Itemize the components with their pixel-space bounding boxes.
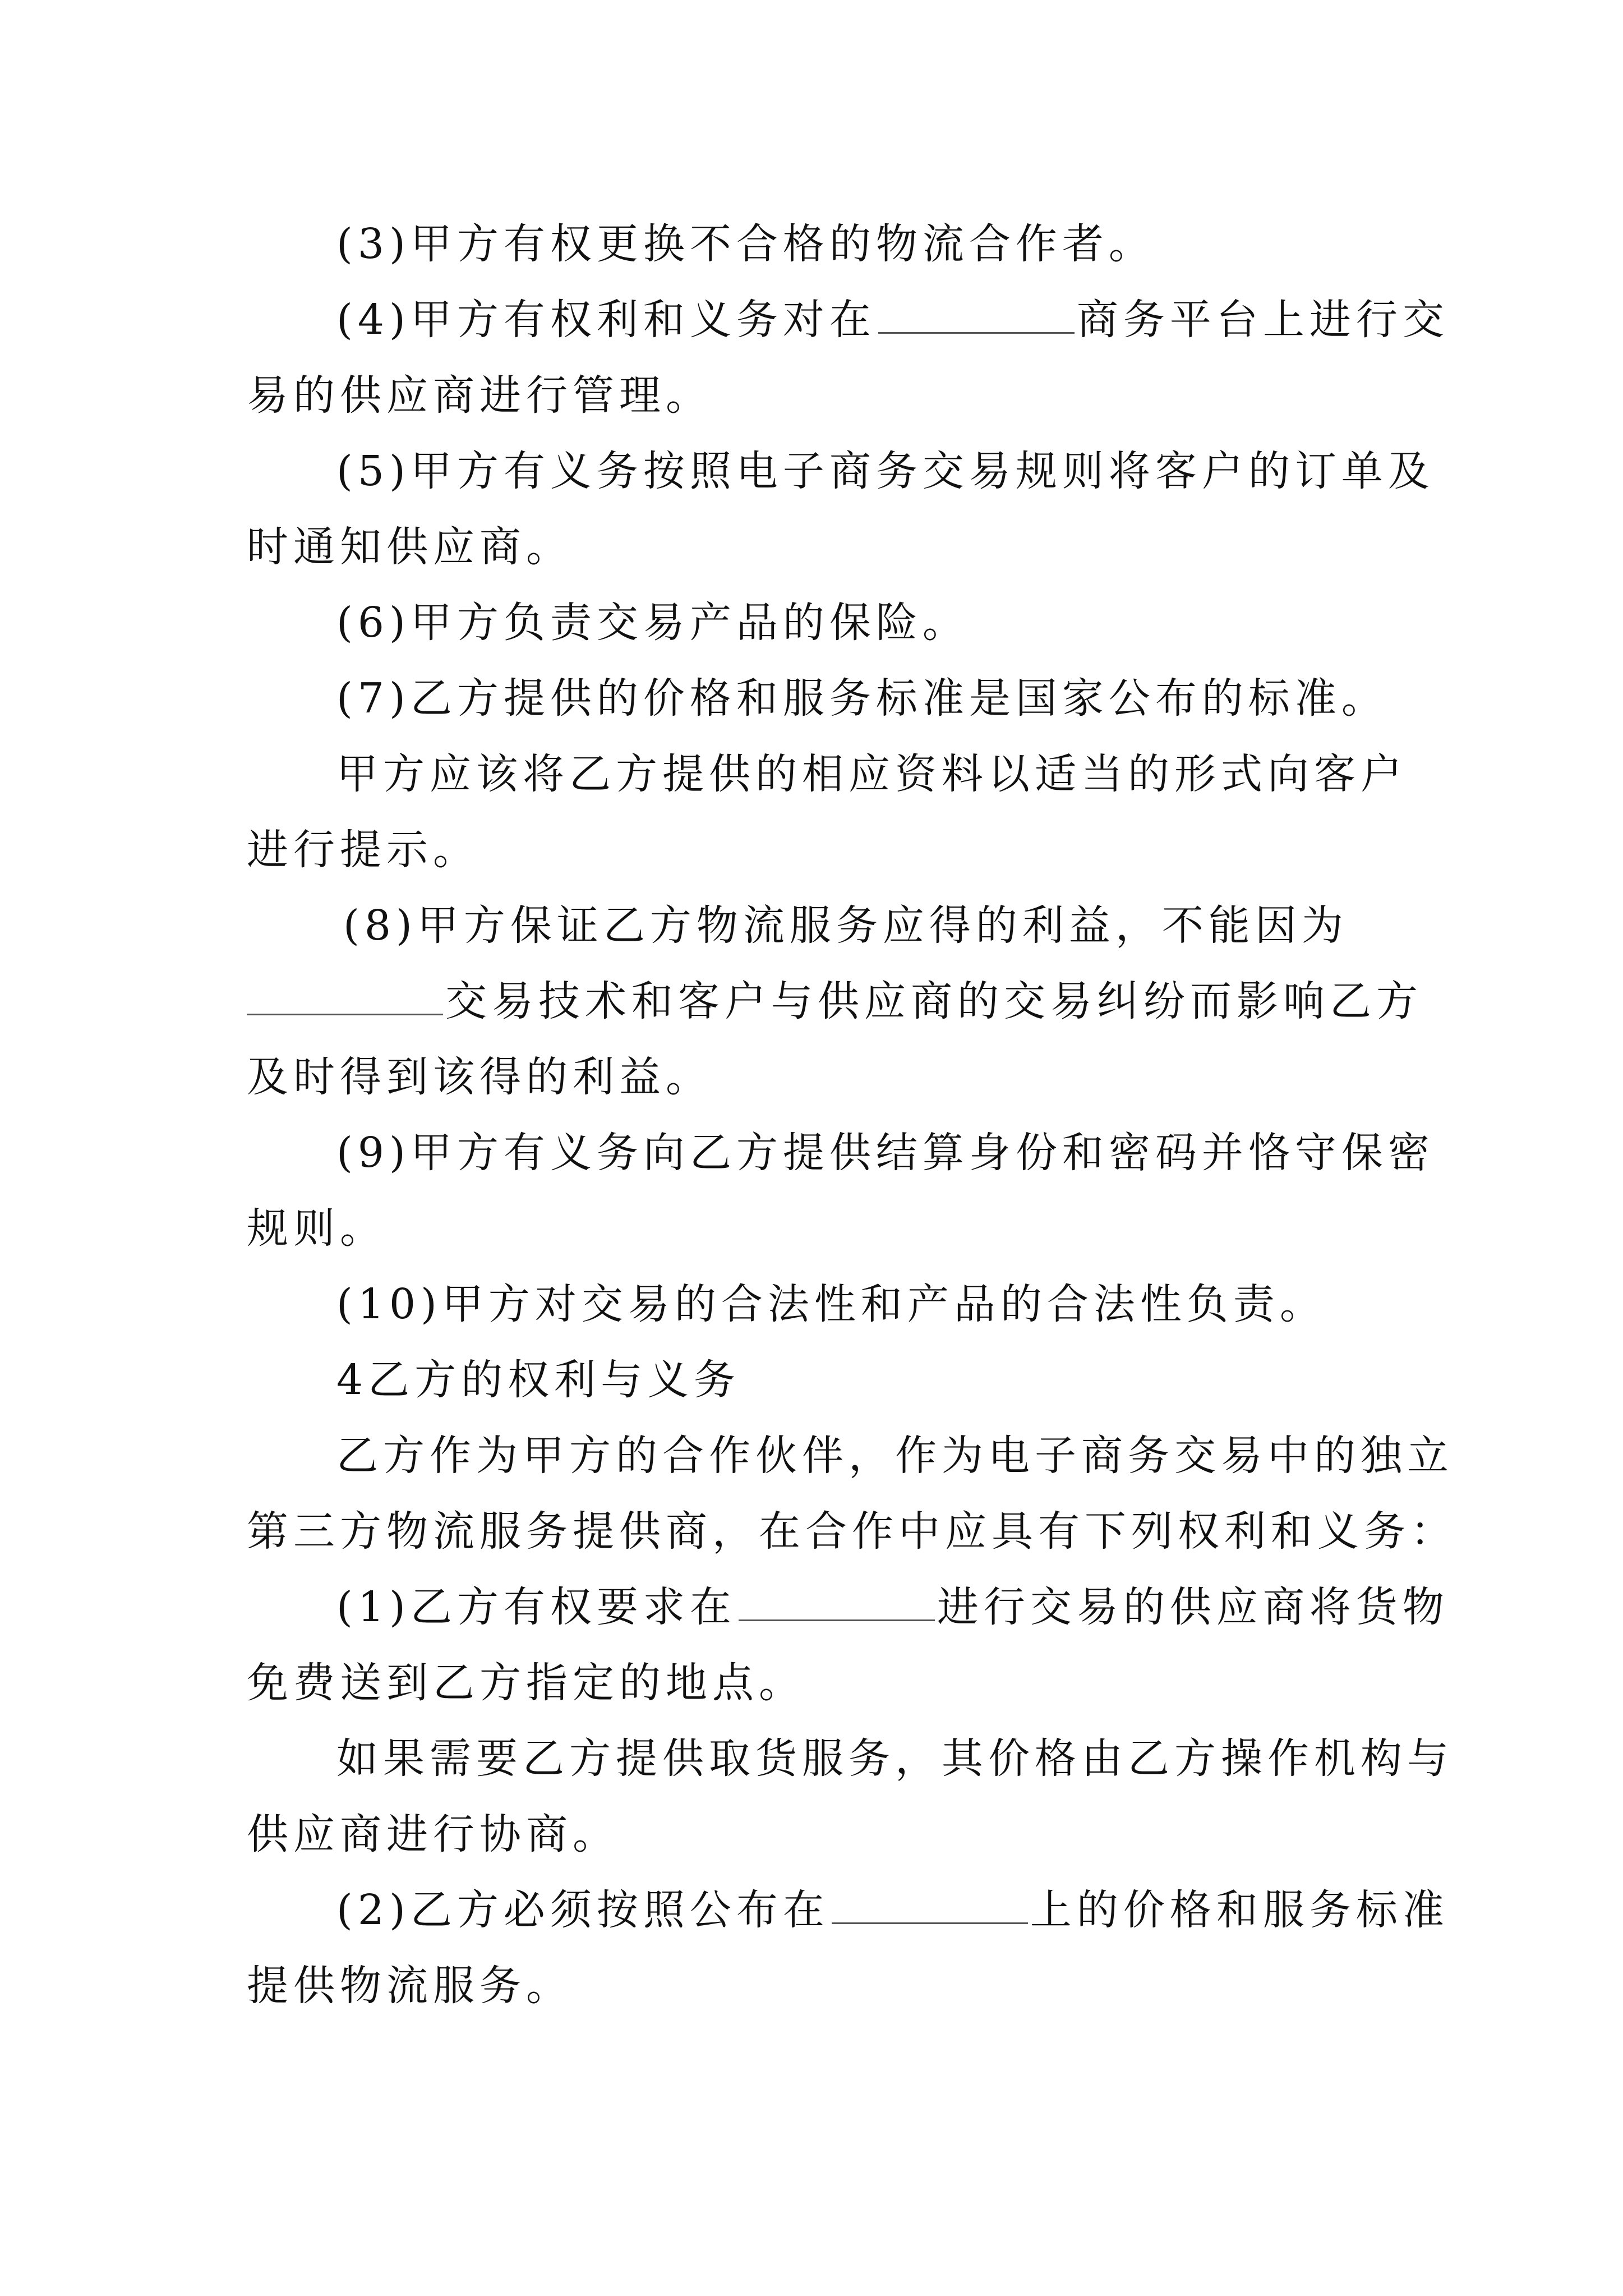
text-run: 乙方作为甲方的合作伙伴，作为电子商务交易中的独立	[336, 1432, 1454, 1480]
text-run: (8)甲方保证乙方物流服务应得的利益，不能因为	[343, 901, 1348, 950]
text-run: (10)甲方对交易的合法性和产品的合法性负责。	[336, 1280, 1326, 1328]
clause-3a-9-cont	[247, 1200, 386, 1257]
text-run: 易的供应商进行管理。	[247, 371, 712, 420]
text-run: 上的价格和服务标准	[1030, 1886, 1449, 1934]
text-run: (7)乙方提供的价格和服务标准是国家公布的标准。	[336, 674, 1388, 723]
paragraph-line	[336, 1731, 1454, 1787]
fill-in-blank	[739, 1580, 935, 1621]
paragraph-line-cont	[247, 822, 479, 878]
fill-in-blank	[247, 974, 443, 1015]
clause-3a-3	[336, 216, 1155, 272]
clause-3a-5	[336, 443, 1435, 499]
fill-in-blank	[878, 293, 1075, 334]
clause-3a-4	[336, 292, 1449, 348]
clause-4-2	[336, 1882, 1449, 1938]
text-run: 4乙方的权利与义务	[336, 1356, 741, 1404]
clause-3a-8-cont	[247, 973, 1423, 1029]
text-run: 及时得到该得的利益。	[247, 1053, 712, 1101]
section-heading	[336, 1352, 740, 1408]
text-run: (1)乙方有权要求在	[336, 1583, 736, 1631]
clause-3a-8-cont2	[247, 1049, 712, 1105]
text-run: 进行交易的供应商将货物	[937, 1583, 1449, 1631]
clause-4-1-cont	[247, 1655, 805, 1711]
fill-in-blank	[832, 1883, 1028, 1924]
text-run: 交易技术和客户与供应商的交易纠纷而影响乙方	[445, 977, 1423, 1025]
clause-3a-7	[336, 670, 1388, 726]
paragraph-line-cont	[247, 1503, 1457, 1559]
clause-3a-8	[343, 898, 1348, 954]
text-run: 如果需要乙方提供取货服务，其价格由乙方操作机构与	[336, 1734, 1454, 1783]
clause-4-1	[336, 1579, 1449, 1635]
text-run: 时通知供应商。	[247, 523, 573, 571]
text-run: (4)甲方有权利和义务对在	[336, 296, 876, 344]
text-run: 商务平台上进行交	[1076, 296, 1449, 344]
text-run: 供应商进行协商。	[247, 1810, 619, 1858]
clause-3a-9	[336, 1125, 1435, 1181]
text-run: (5)甲方有义务按照电子商务交易规则将客户的订单及	[336, 447, 1435, 495]
clause-3a-5-cont	[247, 519, 573, 575]
clause-4-2-cont	[247, 1958, 573, 2014]
text-run: 甲方应该将乙方提供的相应资料以适当的形式向客户	[336, 750, 1407, 798]
paragraph-line	[336, 746, 1407, 802]
text-run: (2)乙方必须按照公布在	[336, 1886, 829, 1934]
text-run: 第三方物流服务提供商，在合作中应具有下列权利和义务：	[247, 1507, 1457, 1556]
text-run: 免费送到乙方指定的地点。	[247, 1659, 805, 1707]
clause-3a-10	[336, 1276, 1326, 1332]
text-run: (6)甲方负责交易产品的保险。	[336, 599, 969, 647]
text-run: 规则。	[247, 1204, 386, 1253]
text-run: 提供物流服务。	[247, 1962, 573, 2010]
clause-3a-4-cont	[247, 367, 712, 424]
paragraph-line-cont	[247, 1806, 619, 1862]
clause-3a-6	[336, 595, 969, 651]
paragraph-line	[336, 1428, 1454, 1484]
text-run: 进行提示。	[247, 826, 479, 874]
text-run: (9)甲方有义务向乙方提供结算身份和密码并恪守保密	[336, 1129, 1435, 1177]
text-run: (3)甲方有权更换不合格的物流合作者。	[336, 220, 1155, 268]
